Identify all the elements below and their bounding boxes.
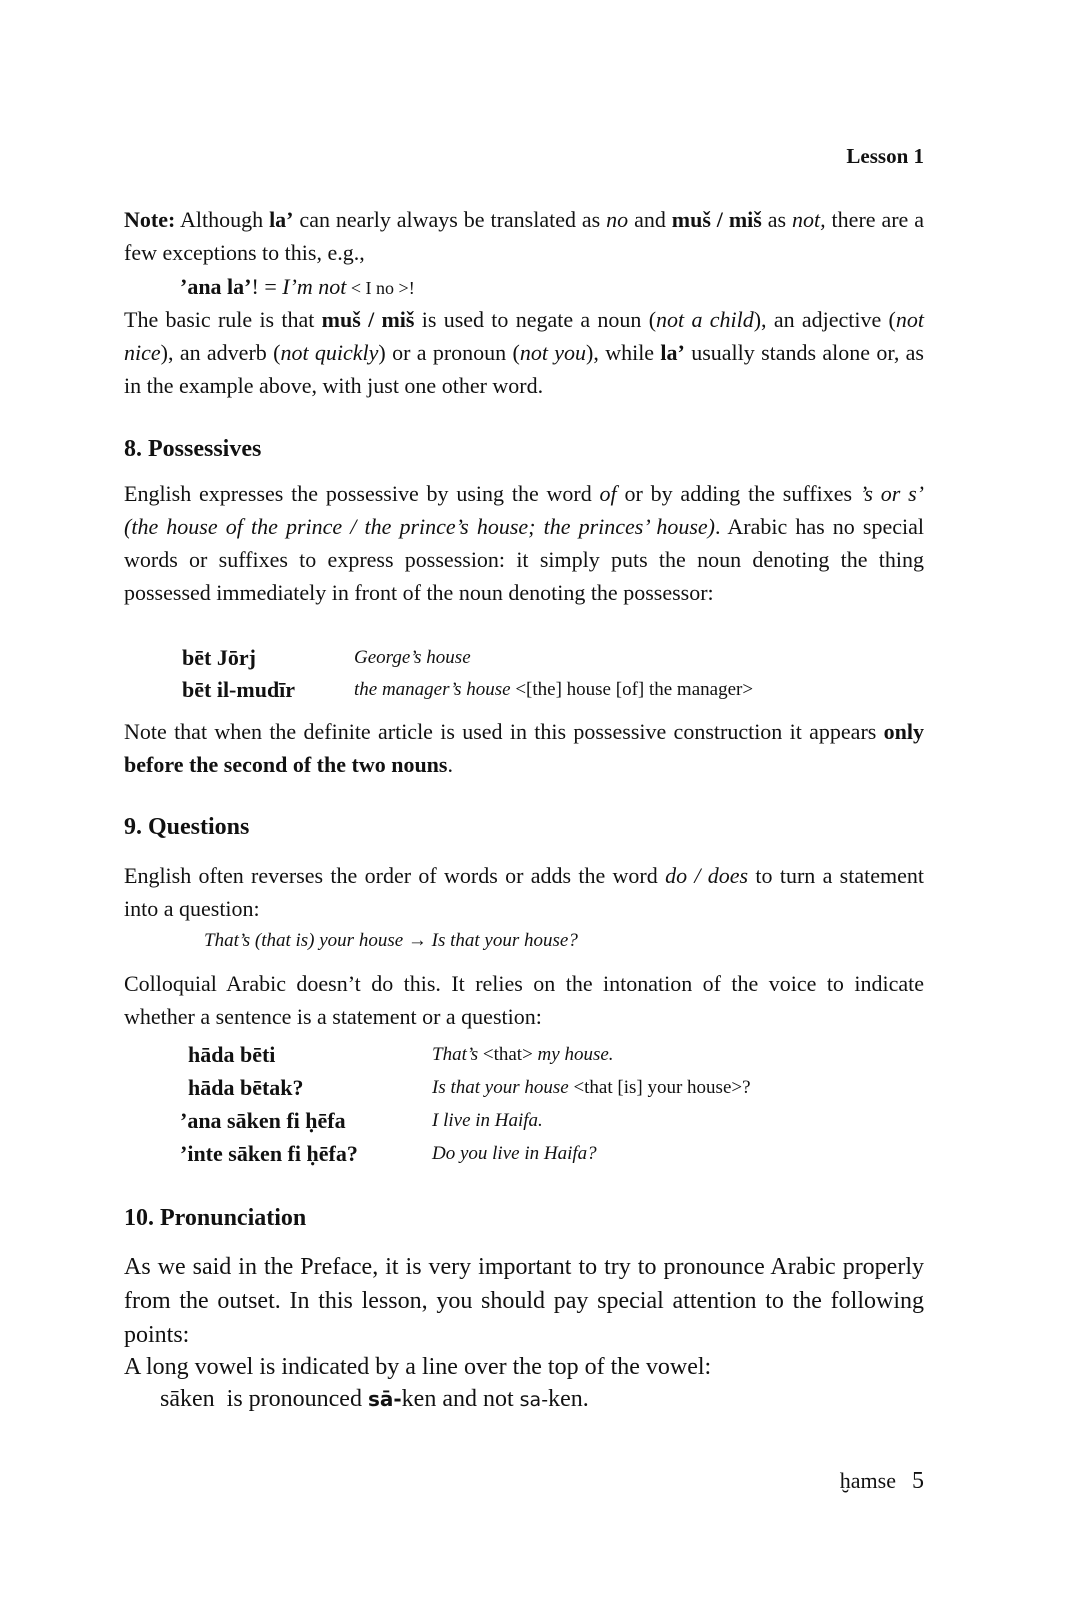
rule-term-la: la’: [660, 340, 685, 365]
running-head: Lesson 1: [846, 144, 924, 168]
example-arabic: bēt il-mudīr: [182, 677, 296, 702]
note-example-equals: ! =: [251, 274, 283, 299]
example-literal: <that>: [478, 1044, 538, 1065]
rule-gloss: not a child: [656, 307, 754, 332]
rule-gloss: not nice: [124, 307, 924, 365]
example-gloss: I live in Haifa.: [432, 1110, 543, 1131]
example-gloss: the manager’s house: [354, 679, 511, 700]
pronunciation-short-syllable: sa-: [519, 1389, 549, 1411]
rule-gloss: not quickly: [280, 340, 379, 365]
possessives-text: . Arabic has no special words or suffixes to express possession: it simply puts the noun denoting the thing possessed immediately in front of the noun denoting the possessor:: [124, 514, 924, 605]
note-text: as: [761, 207, 793, 232]
rule-text: The basic rule is that: [124, 307, 322, 332]
possessives-text: or by adding the suffixes: [616, 481, 860, 506]
note-paragraph: [124, 203, 924, 269]
possessives-gloss-of: of: [599, 481, 617, 506]
pronunciation-example-text: ken.: [548, 1386, 589, 1412]
page-number: 5: [912, 1468, 924, 1494]
possessives-suffix-examples: ’s or s’ (the house of the prince / the prince’s house; the princes’ house): [124, 481, 924, 539]
example-english: [432, 1077, 751, 1099]
section-heading-possessives: 8. Possessives: [124, 436, 262, 462]
example-arabic: ’ana sāken fi ḥēfa: [180, 1108, 346, 1133]
section-heading-questions: 9. Questions: [124, 814, 250, 840]
note-text: Although: [175, 207, 270, 232]
section-heading-pronunciation: 10. Pronunciation: [124, 1205, 307, 1231]
possessives-note-text: Note that when the definite article is used in this possessive construction it appears: [124, 719, 884, 744]
note-example: [180, 270, 880, 305]
rule-gloss: not you: [519, 340, 587, 365]
example-english: [432, 1143, 597, 1165]
example-literal: <that [is] your house>?: [568, 1077, 751, 1098]
possessives-paragraph: [124, 477, 924, 609]
example-gloss: Do you live in Haifa?: [432, 1143, 597, 1164]
example-gloss: Is that your house: [432, 1077, 569, 1098]
questions-text: Colloquial Arabic doesn’t do this. It relies on the intonation of the voice to indicate whether a sentence is a statement or a question:: [124, 971, 924, 1029]
example-arabic: hāda bēti: [188, 1042, 276, 1067]
example-arabic: hāda bētak?: [188, 1075, 304, 1100]
note-text: can nearly always be translated as: [293, 207, 607, 232]
example-gloss: That’s: [432, 1044, 479, 1065]
note-example-english: I’m not: [282, 274, 347, 299]
rule-text: ), an adverb (: [160, 340, 281, 365]
pronunciation-example-word: sāken: [160, 1386, 215, 1412]
rule-text: is used to negate a noun (: [414, 307, 657, 332]
note-example-arabic: ’ana la’: [180, 274, 252, 299]
footer-number-word: ḫamse: [839, 1468, 896, 1493]
pronunciation-rule: A long vowel is indicated by a line over the top of the vowel:: [124, 1354, 712, 1380]
note-gloss-not: not,: [792, 207, 826, 232]
questions-paragraph: [124, 859, 924, 925]
page: [124, 0, 924, 1600]
rule-term-mus: muš / miš: [321, 307, 415, 332]
note-gloss-no: no: [606, 207, 629, 232]
pronunciation-example-text: is pronounced: [214, 1386, 368, 1412]
possessives-text: English expresses the possessive by using the word: [124, 481, 600, 506]
questions-gloss-do: do / does: [665, 863, 749, 888]
questions-arabic-paragraph: [124, 967, 924, 1033]
questions-english-example: That’s (that is) your house → Is that your house?: [204, 930, 578, 951]
questions-text: English often reverses the order of words or adds the word: [124, 863, 666, 888]
example-literal: <[the] house [of] the manager>: [510, 679, 754, 700]
note-rule-paragraph: [124, 303, 924, 402]
example-arabic: ’inte sāken fi ḥēfa?: [180, 1141, 358, 1166]
example-english: [354, 647, 471, 669]
example-gloss: my house.: [537, 1044, 614, 1065]
example-english: [432, 1110, 543, 1132]
pronunciation-example-text: ken and not: [401, 1386, 520, 1412]
note-text: and: [628, 207, 672, 232]
note-label: Note:: [124, 207, 176, 232]
rule-text: ), while: [586, 340, 661, 365]
example-english: [354, 679, 753, 701]
example-english: [432, 1044, 614, 1066]
note-example-literal: < I no >!: [346, 278, 415, 298]
rule-text: ), an adjective (: [753, 307, 896, 332]
example-arabic: bēt Jōrj: [182, 645, 256, 670]
possessives-note-text: .: [447, 752, 453, 777]
example-gloss: George’s house: [354, 647, 471, 668]
pronunciation-long-syllable: sā-: [367, 1387, 402, 1411]
possessives-note-emphasis: only before the second of the two nouns: [124, 719, 924, 777]
note-term-mus: muš / miš: [671, 207, 762, 232]
rule-text: ) or a pronoun (: [378, 340, 520, 365]
pronunciation-paragraph: As we said in the Preface, it is very important to try to pronounce Arabic properly from the outset. In this lesson, you should pay special attention to the following points:: [124, 1254, 924, 1348]
note-text: there are a few exceptions to this, e.g.,: [124, 207, 924, 265]
pronunciation-example: [160, 1382, 920, 1417]
possessives-note-paragraph: [124, 715, 924, 781]
questions-text: to turn a statement into a question:: [124, 863, 924, 921]
rule-text: usually stands alone or, as in the example above, with just one other word.: [124, 340, 924, 398]
note-term-la: la’: [269, 207, 294, 232]
page-footer: [840, 1468, 924, 1495]
